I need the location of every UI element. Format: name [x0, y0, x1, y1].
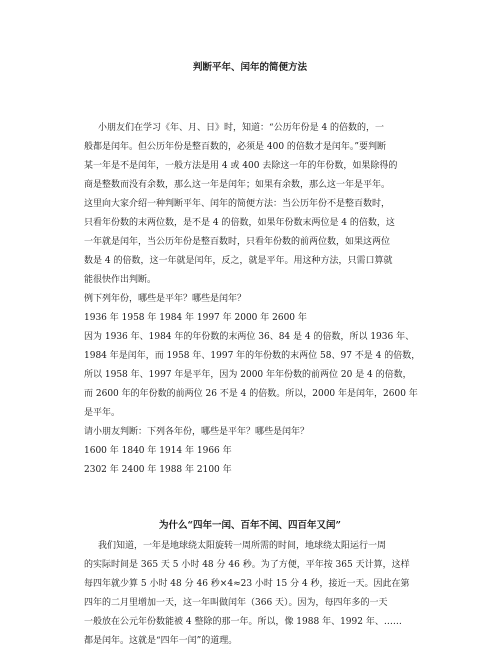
paragraph-line: 只看年份数的末两位数，是不是 4 的倍数，如果年份数末两位是 4 的倍数，这 [84, 218, 395, 228]
exercise-years: 1600 年 1840 年 1914 年 1966 年 [84, 446, 232, 456]
paragraph-line: 某一年是不是闰年，一般方法是用 4 或 400 去除这一年的年份数，如果除得的 [84, 161, 398, 171]
paragraph-line: 一般放在公元年份数能被 4 整除的那一年。所以，像 1988 年、1992 年、…… [84, 617, 402, 627]
paragraph-line: 都是闰年。这就是“四年一闰”的道理。 [84, 636, 238, 646]
paragraph-line: 每四年就少算 5 小时 48 分 46 秒×4≈23 小时 15 分 4 秒，接近一天。因此在第 [84, 579, 410, 589]
paragraph-line: 所以 1958 年、1997 年是平年，因为 2000 年年份数的前两位 20 是 4 的倍数， [84, 370, 412, 380]
exercise-years: 2302 年 2400 年 1988 年 2100 年 [84, 465, 232, 475]
paragraph-line: 数是 4 的倍数，这一年就是闰年，反之，就是平年。用这种方法，只需口算就 [84, 256, 393, 266]
paragraph-line: 而 2600 年的年份数的前两位 26 不是 4 的倍数。所以，2000 年是闰年，2600 年 [84, 389, 418, 399]
section-title: 为什么“四年一闰、百年不闰、四百年又闰” [159, 520, 341, 531]
paragraph-line: 我们知道，一年是地球绕太阳旋转一周所需的时间，地球绕太阳运行一周 [98, 541, 387, 551]
paragraph-line: 这里向大家介绍一种判断平年、闰年的简便方法：当公历年份不是整百数时， [84, 199, 391, 209]
paragraph-line: 能很快作出判断。 [84, 275, 157, 285]
paragraph-line: 一年就是闰年，当公历年份是整百数时，只看年份数的前两位数，如果这两位 [84, 237, 391, 247]
paragraph-line: 是平年。 [84, 408, 121, 418]
paragraph-line: 1984 年是闰年，而 1958 年、1997 年的年份数的末两位 58、97 不是 4 的倍数， [84, 351, 421, 361]
document-title: 判断平年、闰年的简便方法 [192, 62, 307, 73]
paragraph-line: 四年的二月里增加一天，这一年叫做闰年（366 天）。因为，每四年多的一天 [84, 598, 388, 608]
paragraph-line: 因为 1936 年、1984 年的年份数的末两位 36、84 是 4 的倍数，所以 1936 年、 [84, 332, 415, 342]
example-heading: 例下列年份，哪些是平年？哪些是闰年？ [84, 294, 247, 304]
example-years: 1936 年 1958 年 1984 年 1997 年 2000 年 2600 年 [84, 313, 307, 323]
paragraph-line: 商是整数而没有余数，那么这一年是闰年；如果有余数，那么这一年是平年。 [84, 180, 391, 190]
paragraph-line: 的实际时间是 365 天 5 小时 48 分 46 秒。为了方便，平年按 365 天计算，这样 [84, 560, 410, 570]
exercise-heading: 请小朋友判断：下列各年份，哪些是平年？哪些是闰年？ [84, 427, 310, 437]
paragraph-line: 小朋友们在学习《年、月、日》时，知道：“公历年份是 4 的倍数的，一 [98, 123, 385, 133]
paragraph-line: 般都是闰年。但公历年份是整百数的，必须是 400 的倍数才是闰年。”要判断 [84, 142, 387, 152]
